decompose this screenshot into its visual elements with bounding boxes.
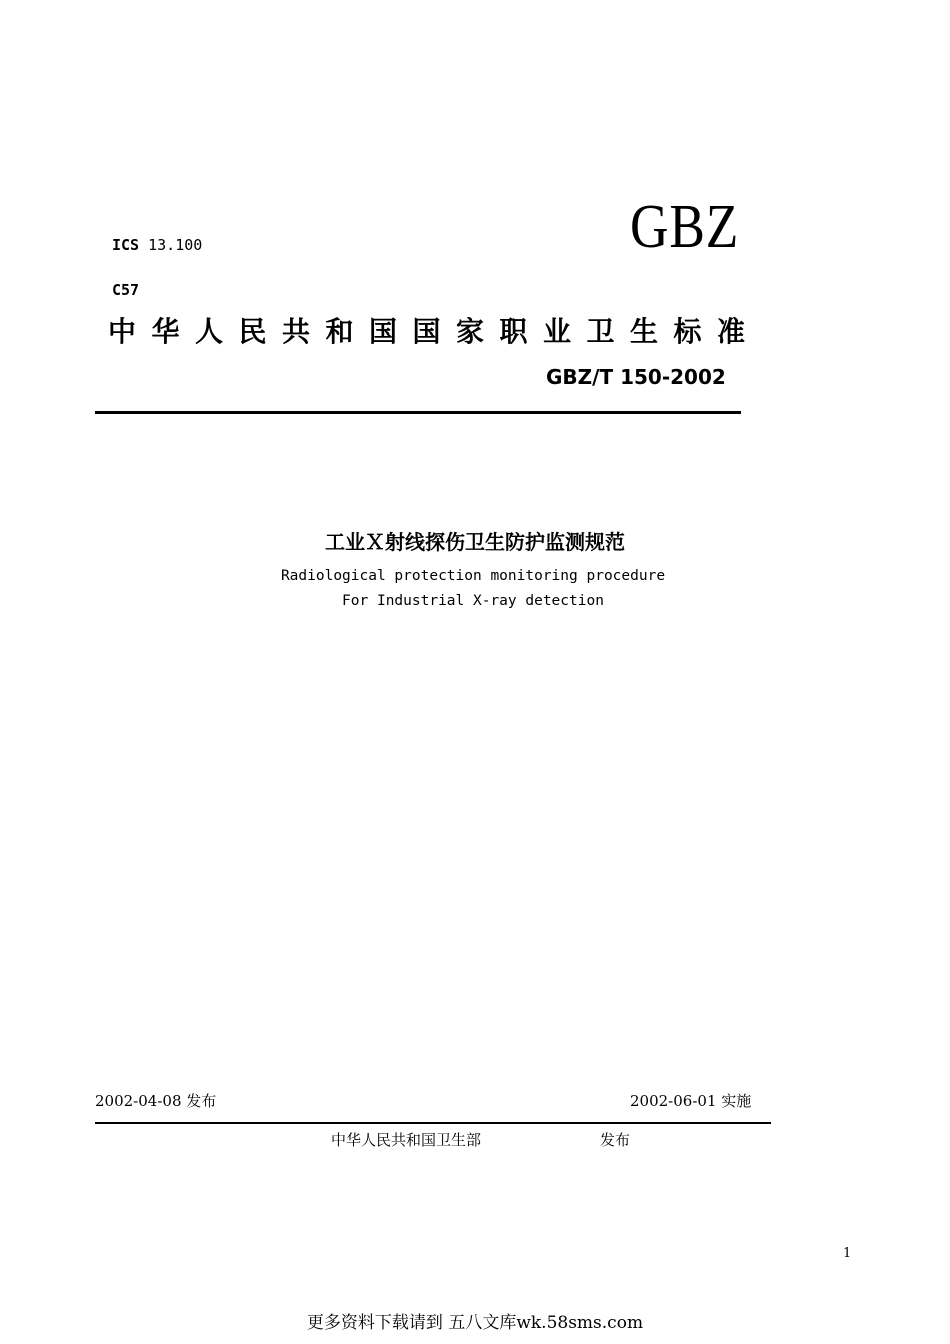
gbz-logo: GBZ: [630, 193, 740, 261]
issuer-action: 发布: [600, 1131, 631, 1149]
issuer-name: 中华人民共和国卫生部: [331, 1131, 482, 1149]
ics-value: 13.100: [148, 236, 203, 254]
document-title-en-line1: Radiological protection monitoring procedure: [280, 568, 666, 584]
ccs-code: C57: [112, 281, 140, 299]
standard-number: GBZ/T 150-2002: [546, 365, 726, 389]
national-standard-title: 中华人民共和国国家职业卫生标准: [108, 315, 761, 348]
footer-divider: [95, 1122, 771, 1124]
footer-ad-link[interactable]: 更多资料下载请到 五八文库wk.58sms.com: [306, 1313, 644, 1333]
page-number: 1: [843, 1246, 852, 1261]
header-divider: [95, 411, 741, 414]
document-title-en-line2: For Industrial X-ray detection: [342, 593, 604, 609]
publish-date: 2002-04-08 发布: [95, 1092, 217, 1110]
implement-date: 2002-06-01 实施: [630, 1092, 752, 1110]
document-title-zh: 工业Ｘ射线探伤卫生防护监测规范: [325, 530, 625, 554]
ics-label: ICS: [112, 236, 140, 254]
ics-code: [112, 236, 202, 254]
